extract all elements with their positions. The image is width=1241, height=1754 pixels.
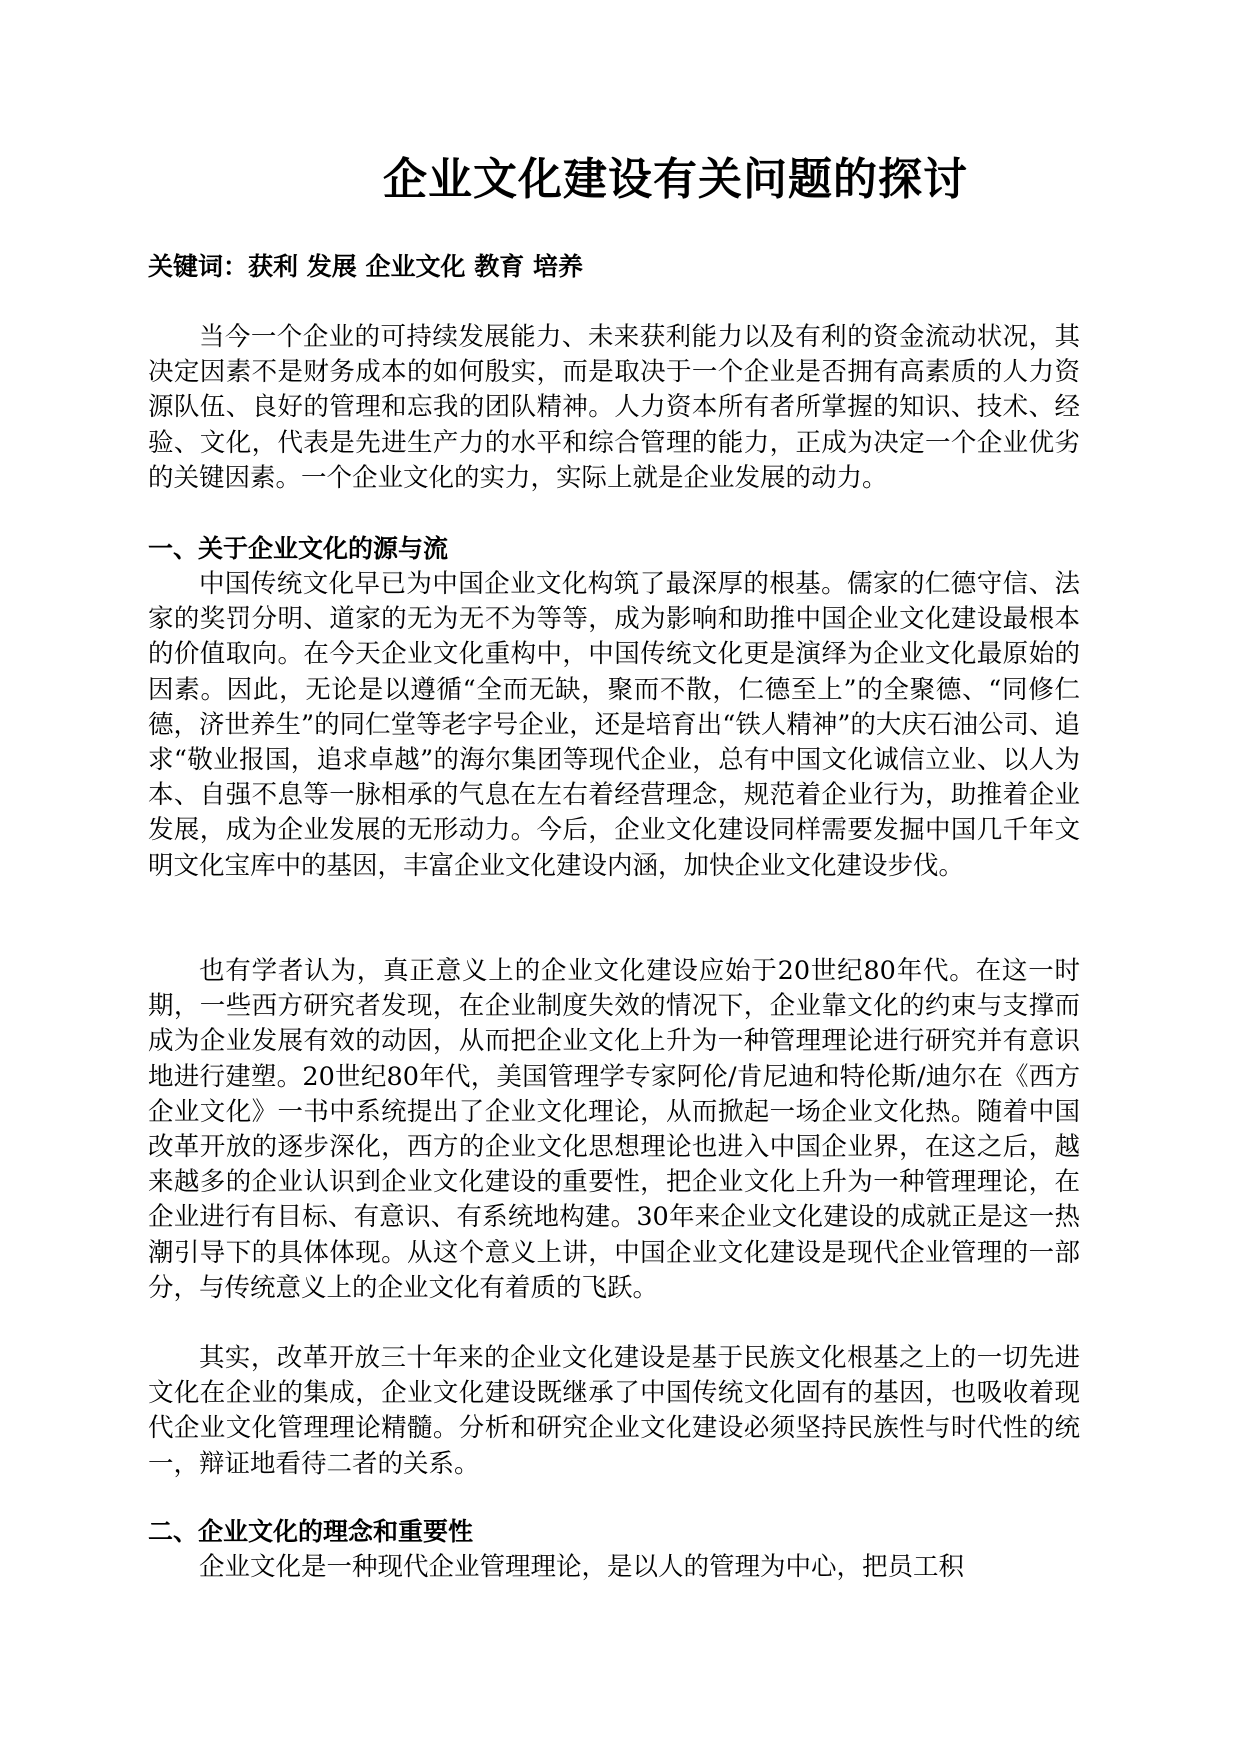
keyword: 获利 [248, 252, 299, 281]
keyword: 培养 [532, 252, 583, 281]
section-heading-1: 一、关于企业文化的源与流 [148, 534, 449, 563]
section-heading-2: 二、企业文化的理念和重要性 [148, 1517, 474, 1546]
keyword: 企业文化 [365, 252, 466, 281]
keyword: 发展 [306, 252, 357, 281]
intro-paragraph: 当今一个企业的可持续发展能力、未来获利能力以及有利的资金流动状况，其决定因素不是财务成本的如何殷实，而是取决于一个企业是否拥有高素质的人力资源队伍、良好的管理和忘我的团队精神。人力资本所有者所掌握的知识、技术、经验、文化，代表是先进生产力的水平和综合管理的能力，正成为决定一个企业优劣的关键因素。一个企业文化的实力，实际上就是企业发展的动力。 [148, 322, 1080, 493]
section1-paragraph-1: 中国传统文化早已为中国企业文化构筑了最深厚的根基。儒家的仁德守信、法家的奖罚分明、道家的无为无不为等等，成为影响和助推中国企业文化建设最根本的价值取向。在今天企业文化重构中，中国传统文化更是演绎为企业文化最原始的因素。因此，无论是以遵循“全而无缺，聚而不散，仁德至上”的全聚德、“同修仁德，济世养生”的同仁堂等老字号企业，还是培育出“铁人精神”的大庆石油公司、追求“敬业报国，追求卓越”的海尔集团等现代企业，总有中国文化诚信立业、以人为本、自强不息等一脉相承的气息在左右着经营理念，规范着企业行为，助推着企业发展，成为企业发展的无形动力。今后，企业文化建设同样需要发掘中国几千年文明文化宝库中的基因，丰富企业文化建设内涵，加快企业文化建设步伐。 [148, 569, 1080, 881]
keywords-label: 关键词： [148, 252, 249, 281]
keywords-line [148, 250, 583, 284]
keyword: 教育 [474, 252, 525, 281]
section1-paragraph-2: 也有学者认为，真正意义上的企业文化建设应始于20世纪80年代。在这一时期，一些西方研究者发现，在企业制度失效的情况下，企业靠文化的约束与支撑而成为企业发展有效的动因，从而把企业文化上升为一种管理理论进行研究并有意识地进行建塑。20世纪80年代，美国管理学专家阿伦/肯尼迪和特伦斯/迪尔在《西方企业文化》一书中系统提出了企业文化理论，从而掀起一场企业文化热。随着中国改革开放的逐步深化，西方的企业文化思想理论也进入中国企业界，在这之后，越来越多的企业认识到企业文化建设的重要性，把企业文化上升为一种管理理论，在企业进行有目标、有意识、有系统地构建。30年来企业文化建设的成就正是这一热潮引导下的具体体现。从这个意义上讲，中国企业文化建设是现代企业管理的一部分，与传统意义上的企业文化有着质的飞跃。 [148, 956, 1080, 1303]
section2-paragraph-1: 企业文化是一种现代企业管理理论，是以人的管理为中心，把员工积 [199, 1552, 965, 1582]
section1-paragraph-3: 其实，改革开放三十年来的企业文化建设是基于民族文化根基之上的一切先进文化在企业的集成，企业文化建设既继承了中国传统文化固有的基因，也吸收着现代企业文化管理理论精髓。分析和研究企业文化建设必须坚持民族性与时代性的统一，辩证地看待二者的关系。 [148, 1343, 1080, 1479]
document-title: 企业文化建设有关问题的探讨 [383, 154, 968, 205]
